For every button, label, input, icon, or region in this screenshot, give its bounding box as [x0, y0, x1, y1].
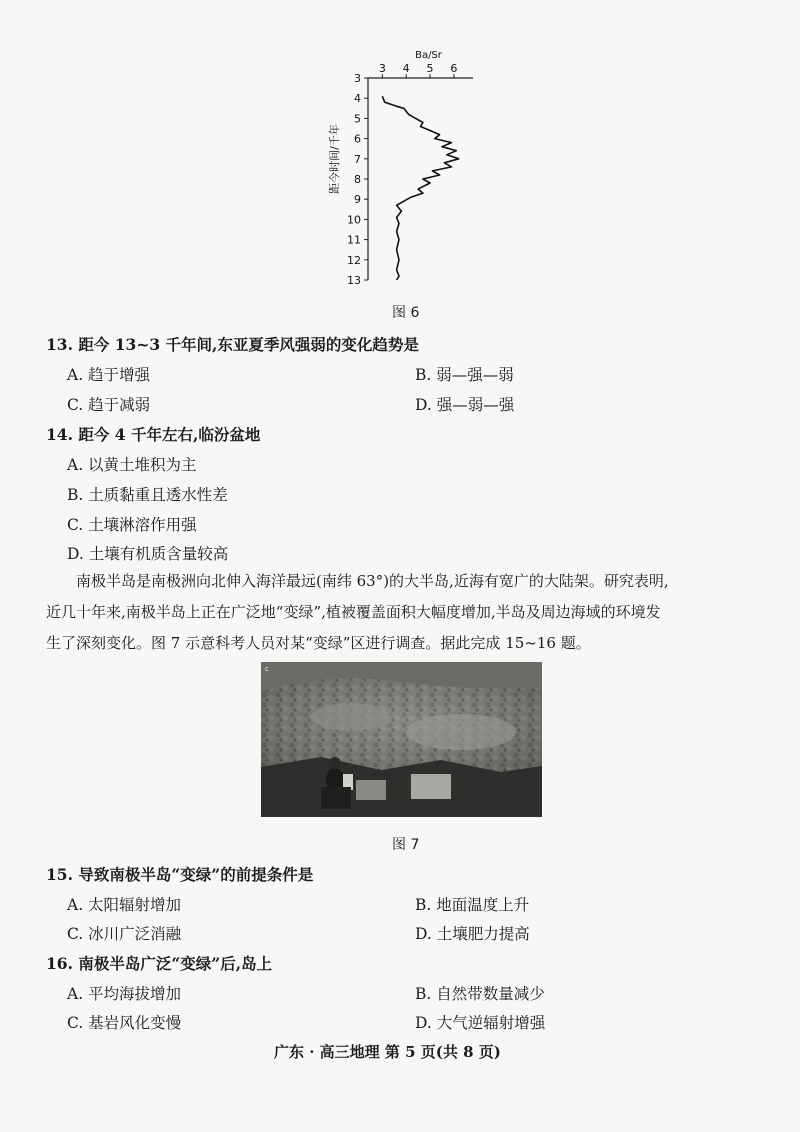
ba-sr-series-line [382, 96, 458, 280]
y-axis-label: 距今时间/千年 [328, 124, 341, 194]
q16-option-c: C. 基岩风化变慢 [67, 1014, 182, 1032]
question-16-stem: 16. 南极半岛广泛“变绿”后,岛上 [46, 954, 273, 973]
y-tick-label: 8 [354, 173, 361, 186]
passage [46, 566, 758, 659]
q14-option-c: C. 土壤淋溶作用强 [67, 516, 197, 534]
question-13-stem: 13. 距今 13~3 千年间,东亚夏季风强弱的变化趋势是 [46, 335, 419, 354]
question-15-stem: 15. 导致南极半岛“变绿”的前提条件是 [46, 865, 314, 884]
chart-svg [318, 40, 498, 300]
y-tick-label: 7 [354, 152, 361, 166]
x-axis-label: Ba/Sr [415, 50, 442, 61]
x-tick-label: 4 [402, 62, 410, 75]
question-14-stem: 14. 距今 4 千年左右,临汾盆地 [46, 425, 261, 444]
q14-option-d: D. 土壤有机质含量较高 [67, 545, 229, 563]
page-footer: 广东 · 高三地理 第 5 页(共 8 页) [274, 1043, 501, 1061]
figure7-caption: 图 7 [392, 837, 420, 853]
passage-line-1: 南极半岛是南极洲向北伸入海洋最远(南纬 63°)的大半岛,近海有宽广的大陆架。研究表明, [76, 572, 669, 590]
y-tick-label: 11 [347, 233, 361, 247]
passage-line-2: 近几十年来,南极半岛上正在广泛地“变绿”,植被覆盖面积大幅度增加,半岛及周边海域的环境发 [46, 603, 661, 621]
y-tick-label: 10 [347, 213, 361, 227]
q16-option-d: D. 大气逆辐射增强 [415, 1014, 546, 1032]
q15-option-b: B. 地面温度上升 [415, 896, 530, 914]
figure6-chart [318, 40, 498, 300]
figure6-caption: 图 6 [392, 305, 420, 321]
y-tick-label: 6 [354, 132, 361, 146]
y-tick-label: 5 [354, 112, 361, 126]
y-tick-label: 4 [354, 92, 361, 106]
figure7-photo-illustration [261, 662, 542, 817]
x-tick-label: 3 [378, 62, 386, 75]
q16-option-b: B. 自然带数量减少 [415, 985, 545, 1003]
y-tick-label: 13 [347, 274, 361, 287]
x-tick-label: 6 [450, 62, 458, 75]
passage-line-3: 生了深刻变化。图 7 示意科考人员对某“变绿”区进行调查。据此完成 15~16 题。 [46, 634, 591, 652]
q13-option-d: D. 强—弱—强 [415, 396, 515, 414]
q15-option-a: A. 太阳辐射增加 [67, 896, 182, 914]
q13-option-a: A. 趋于增强 [67, 366, 151, 384]
y-tick-label: 12 [347, 253, 361, 267]
y-tick-label: 9 [354, 193, 361, 207]
q14-option-a: A. 以黄土堆积为主 [67, 456, 197, 474]
q16-option-a: A. 平均海拔增加 [67, 985, 182, 1003]
q15-option-d: D. 土壤肥力提高 [415, 925, 530, 943]
q13-option-c: C. 趋于减弱 [67, 396, 151, 414]
figure7-photo [261, 662, 542, 817]
q13-option-b: B. 弱—强—弱 [415, 366, 514, 384]
y-tick-label: 3 [354, 72, 361, 85]
q15-option-c: C. 冰川广泛消融 [67, 925, 182, 943]
photo-corner-mark: c [265, 665, 269, 673]
q14-option-b: B. 土质黏重且透水性差 [67, 486, 228, 504]
x-tick-label: 5 [426, 62, 434, 75]
